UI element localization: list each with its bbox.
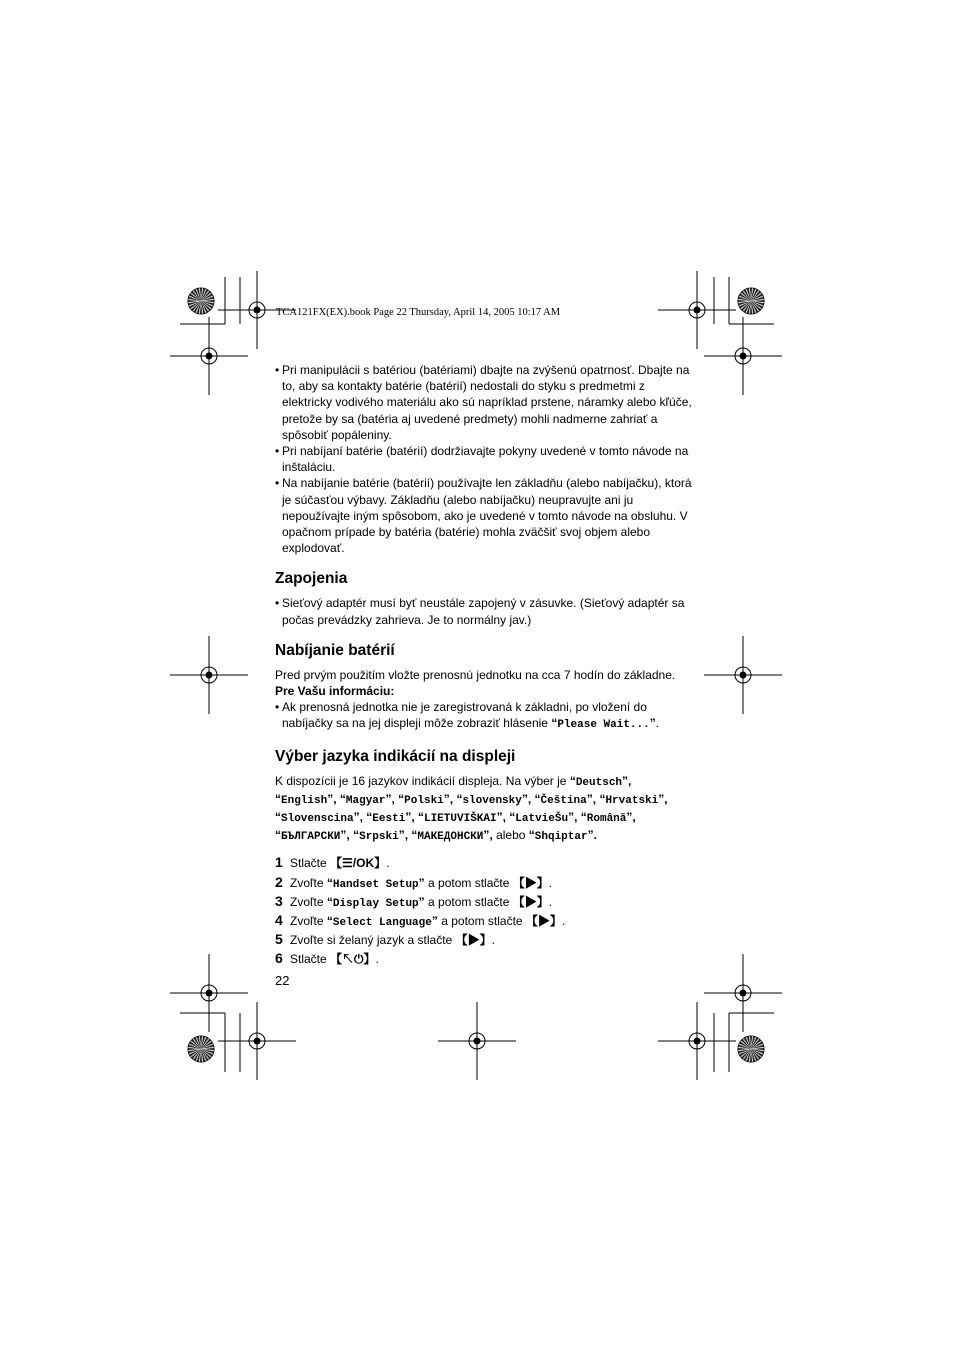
- step-item: 3 Zvoľte “Display Setup” a potom stlačte 【▶】.: [275, 892, 553, 910]
- registration-target-icon: [704, 636, 782, 714]
- bullet-item: • Pri nabíjaní batérie (batérií) dodržiavajte pokyny uvedené v tomto návode na inštaláciu.: [275, 444, 689, 475]
- step-item: 4 Zvoľte “Select Language” a potom stlačte 【▶】.: [275, 912, 566, 930]
- step-item: 5 Zvoľte si želaný jazyk a stlačte 【▶】.: [275, 931, 495, 948]
- right-key-icon: 【▶】: [512, 894, 549, 909]
- language-name: Magyar: [345, 794, 386, 807]
- language-name: Deutsch: [575, 776, 623, 789]
- step-item: 2 Zvoľte “Handset Setup” a potom stlačte 【▶】.: [275, 873, 553, 891]
- language-name: Eesti: [372, 813, 406, 826]
- page-number: 22: [275, 973, 290, 988]
- star-target-icon: [738, 288, 764, 314]
- registration-target-icon: [170, 636, 248, 714]
- heading-zapojenia: Zapojenia: [275, 570, 348, 588]
- star-target-icon: [738, 1036, 764, 1062]
- language-name: Polski: [404, 794, 444, 807]
- registration-target-icon: [170, 954, 248, 1032]
- language-name: Čeština: [540, 794, 587, 807]
- right-key-icon: 【▶】: [525, 914, 562, 929]
- print-header: TCA121FX(EX).book Page 22 Thursday, April 14, 2005 10:17 AM: [276, 307, 561, 318]
- registration-target-icon: [170, 317, 248, 395]
- intro-bullets: [275, 362, 695, 556]
- heading-vyber-jazyka: Výber jazyka indikácií na displeji: [275, 747, 516, 765]
- language-name: English: [281, 794, 328, 807]
- registration-target-icon: [658, 1002, 736, 1080]
- registration-target-icon: [658, 271, 736, 349]
- bullet-item: • Na nabíjanie batérie (batérií) používajte len základňu (alebo nabíjačku), ktorá je súčasťou výbavy. Základňu (alebo nabíjačku) neupravujte ani ju nepoužívajte iným spôsobom, ako je uvedené v tomto návode na obsluhu. V opačnom prípade by batéria (batérie) mohla zväčšiť svoj objem alebo explodovať.: [275, 476, 692, 556]
- heading-nabijanie: Nabíjanie batérií: [275, 641, 395, 659]
- bullet-item: • Ak prenosná jednotka nie je zaregistrovaná k základni, po vložení do nabíjačky sa na jej displeji môže zobraziť hlásenie “Please Wait...”.: [275, 700, 660, 732]
- registration-target-icon: [704, 954, 782, 1032]
- language-name: Hrvatski: [605, 794, 659, 807]
- language-name: Shqiptar: [534, 831, 588, 844]
- bullet-item: • Sieťový adaptér musí byť neustále zapojený v zásuvke. (Sieťový adaptér sa počas prevádzky zahrieva. Je to normálny jav.): [275, 596, 685, 627]
- language-list: “Deutsch”, “English”, “Magyar”, “Polski”, “slovensky”, “Čeština”, “Hrvatski”, “Slovenscina”, “Eesti”, “LIETUVIŠKAI”, “LatvieŠu”, “Română”, “БЪЛГАРСКИ”, “Srpski”, “МАКЕДОНСКИ”,: [275, 773, 668, 844]
- language-name: Română: [586, 813, 627, 826]
- star-target-icon: [188, 288, 214, 314]
- language-paragraph: K dispozícii je 16 jazykov indikácií displeja. Na výber je “Deutsch”, “English”, “Magyar”, “Polski”, “slovensky”, “Čeština”, “Hrvatski”, “Slovenscina”, “Eesti”, “LIETUVIŠKAI”, “LatvieŠu”, “Română”, “БЪЛГАРСКИ”, “Srpski”, “МАКЕДОНСКИ”, alebo “Shqiptar”.: [275, 773, 668, 844]
- registration-target-icon: [438, 1002, 516, 1080]
- language-name: slovensky: [462, 794, 522, 807]
- right-key-icon: 【▶】: [512, 875, 549, 890]
- registration-target-icon: [704, 317, 782, 395]
- step-item: 1 Stlačte 【☰/OK】.: [275, 854, 390, 871]
- language-name: БЪЛГАРСКИ: [281, 831, 341, 844]
- language-name: Srpski: [359, 831, 399, 844]
- page-content: [275, 362, 695, 969]
- language-name: LatvieŠu: [515, 813, 569, 826]
- registration-target-icon: [218, 1002, 296, 1080]
- right-key-icon: 【▶】: [455, 933, 492, 948]
- step-item: 6 Stlačte 【↖⏻】.: [275, 950, 379, 967]
- charging-paragraph: Pred prvým použitím vložte prenosnú jednotku na cca 7 hodín do základne.: [275, 667, 676, 682]
- star-target-icon: [188, 1036, 214, 1062]
- info-label: Pre Vašu informáciu:: [275, 684, 395, 699]
- language-name: МАКЕДОНСКИ: [417, 831, 484, 844]
- display-message: Please Wait...: [557, 719, 650, 732]
- bullet-item: • Pri manipulácii s batériou (batériami) dbajte na zvýšenú opatrnosť. Dbajte na to, aby sa kontakty batérie (batérií) nedostali do styku s predmetmi z elektricky vodivého materiálu ako sú napríklad prstene, náramky alebo kľúče, pretože by sa (batéria aj uvedené predmety) mohli nadmerne zahriať a spôsobiť popáleniny.: [275, 363, 692, 442]
- off-key-icon: 【↖⏻】: [330, 952, 376, 967]
- language-name: Slovenscina: [281, 813, 354, 826]
- ok-key-icon: 【☰/OK】: [330, 856, 387, 871]
- language-name: LIETUVIŠKAI: [423, 813, 497, 826]
- steps-list: [275, 853, 695, 968]
